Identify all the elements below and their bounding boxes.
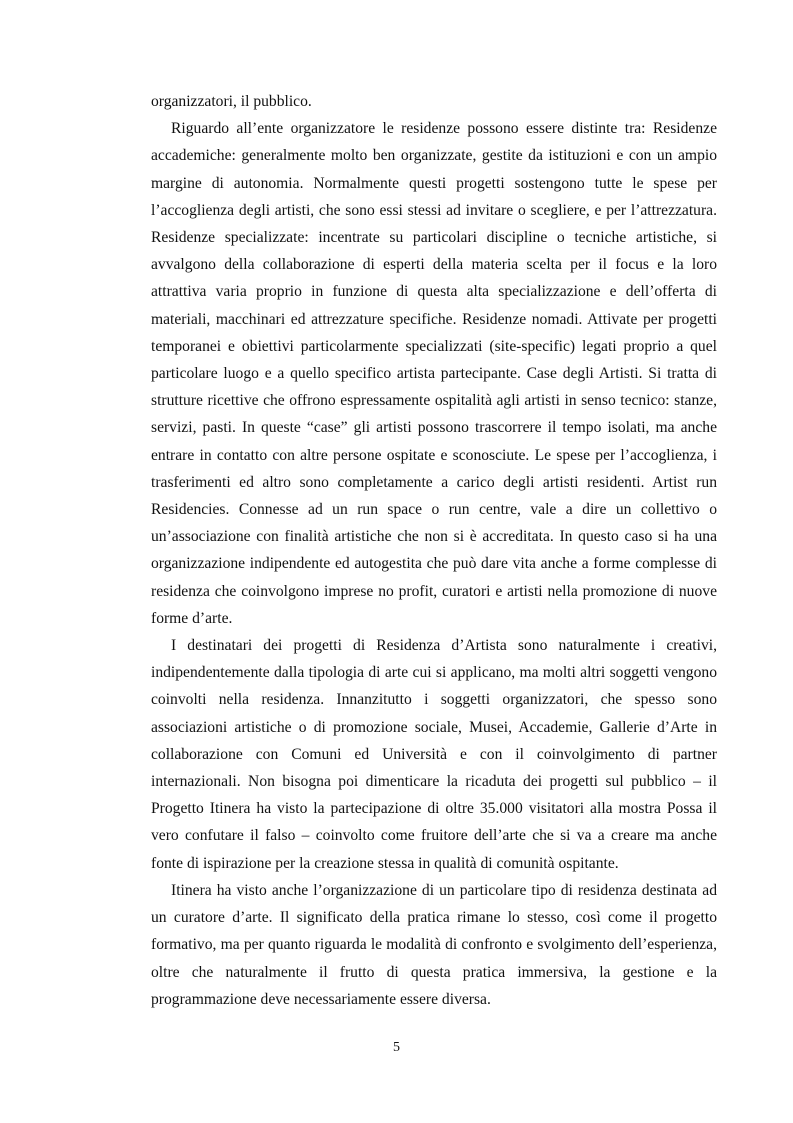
body-text bbox=[151, 88, 717, 1013]
paragraph-residence-types: Riguardo all’ente organizzatore le residenze possono essere distinte tra: Residenze accademiche: generalmente molto ben organizzate, gestite da istituzioni e con un ampio margine di autonomia. Normalmente questi progetti sostengono tutte le spese per l’accoglienza degli artisti, che sono essi stessi ad invitare o scegliere, e per l’attrezzatura. Residenze specializzate: incentrate su particolari discipline o tecniche artistiche, si avvalgono della collaborazione di esperti della materia scelta per il focus e la loro attrattiva varia proprio in funzione di questa alta specializzazione e dell’offerta di materiali, macchinari ed attrezzature specifiche. Residenze nomadi. Attivate per progetti temporanei e obiettivi particolarmente specializzati (site-specific) legati proprio a quel particolare luogo e a quello specifico artista partecipante. Case degli Artisti. Si tratta di strutture ricettive che offrono espressamente ospitalità agli artisti in senso tecnico: stanze, servizi, pasti. In queste “case” gli artisti possono trascorrere il tempo isolati, ma anche entrare in contatto con altre persone ospitate e sconosciute. Le spese per l’accoglienza, i trasferimenti ed altro sono completamente a carico degli artisti residenti. Artist run Residencies. Connesse ad un run space o run centre, vale a dire un collettivo o un’associazione con finalità artistiche che non si è accreditata. In questo caso si ha una organizzazione indipendente ed autogestita che può dare vita anche a forme complesse di residenza che coinvolgono imprese no profit, curatori e artisti nella promozione di nuove forme d’arte. bbox=[151, 120, 717, 627]
paragraph-recipients: I destinatari dei progetti di Residenza d’Artista sono naturalmente i creativi, indipendentemente dalla tipologia di arte cui si applicano, ma molti altri soggetti vengono coinvolti nella residenza. Innanzitutto i soggetti organizzatori, che spesso sono associazioni artistiche o di promozione sociale, Musei, Accademie, Gallerie d’Arte in collaborazione con Comuni ed Università e con il coinvolgimento di partner internazionali. Non bisogna poi dimenticare la ricaduta dei progetti sul pubblico – il Progetto Itinera ha visto la partecipazione di oltre 35.000 visitatori alla mostra Possa il vero confutare il falso – coinvolto come fruitore dell’arte che si va a creare ma anche fonte di ispirazione per la creazione stessa in qualità di comunità ospitante. bbox=[151, 637, 717, 872]
paragraph-continuation: organizzatori, il pubblico. bbox=[151, 93, 312, 110]
paragraph-curator-residence: Itinera ha visto anche l’organizzazione di un particolare tipo di residenza destinata ad un curatore d’arte. Il significato della pratica rimane lo stesso, così come il progetto formativo, ma per quanto riguarda le modalità di confronto e svolgimento dell’esperienza, oltre che naturalmente il frutto di questa pratica immersiva, la gestione e la programmazione deve necessariamente essere diversa. bbox=[151, 881, 717, 1008]
page-number: 5 bbox=[393, 1040, 400, 1055]
